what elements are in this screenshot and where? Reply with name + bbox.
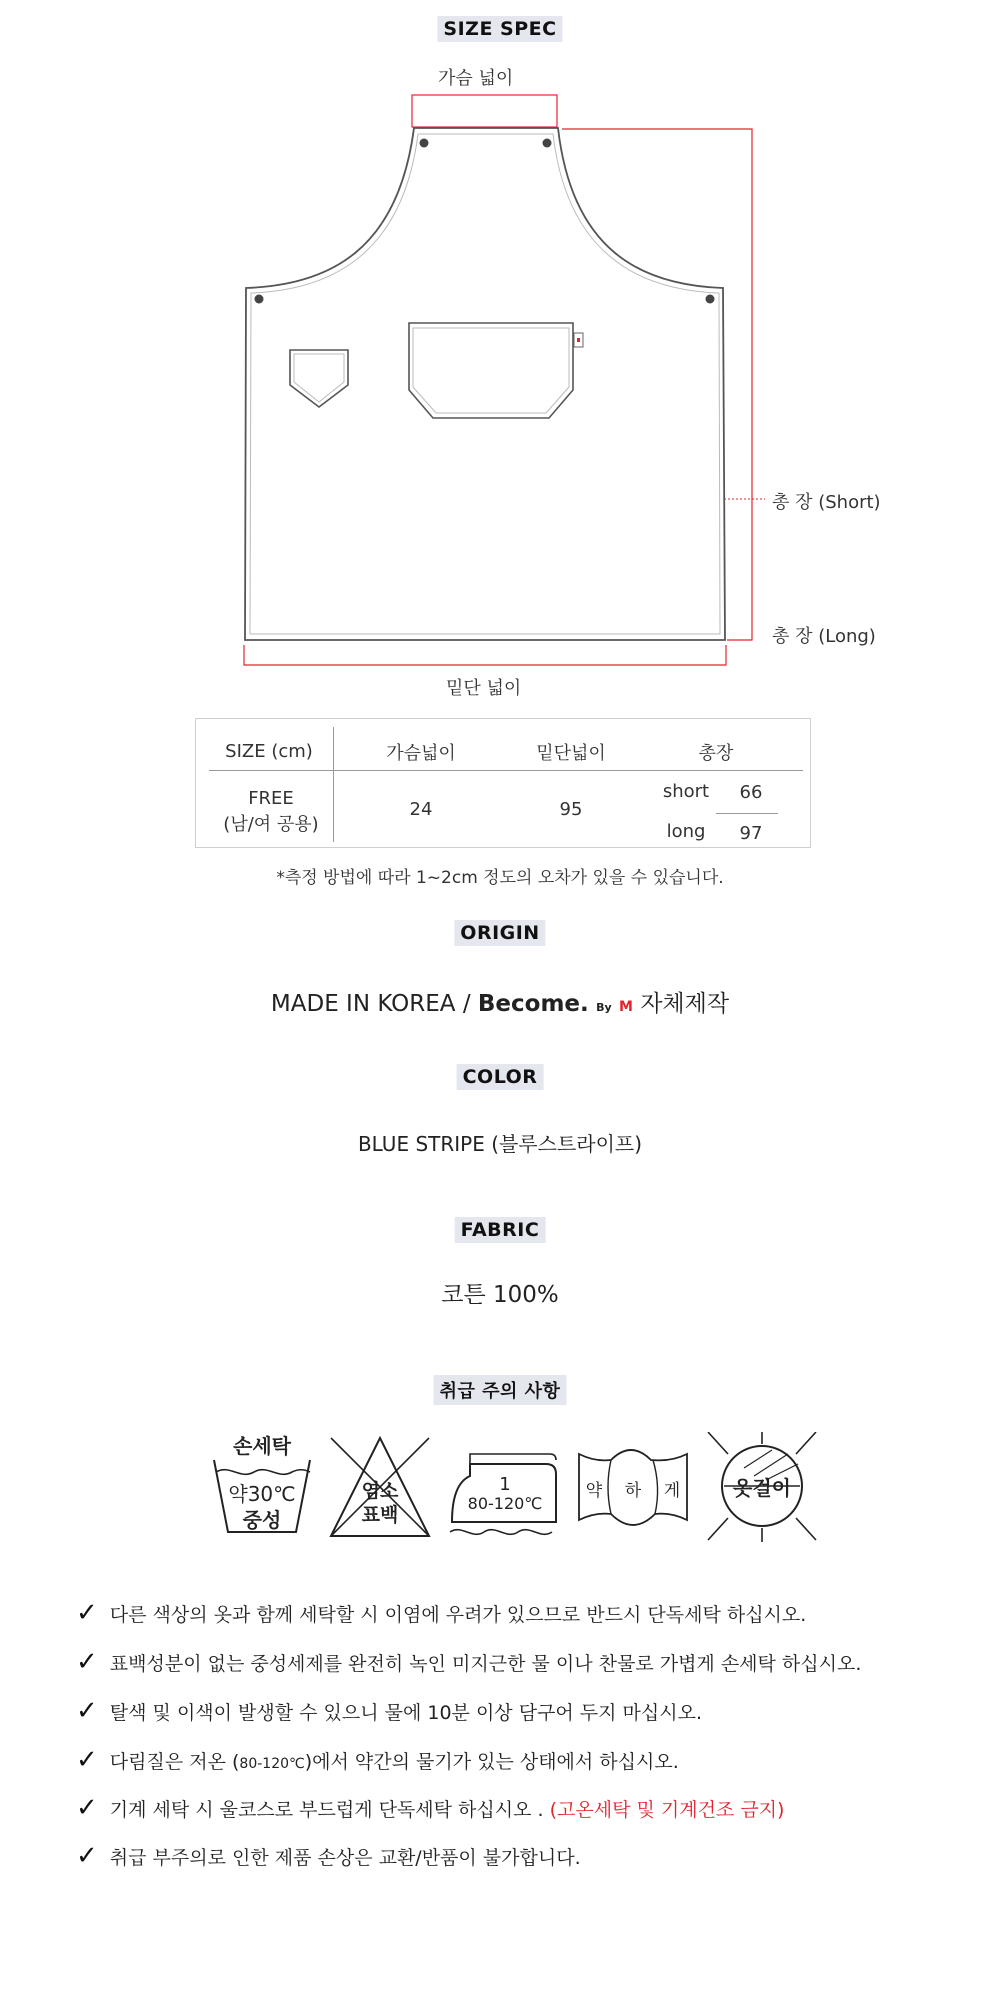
table-header-chest: 가슴넓이	[386, 743, 456, 764]
short-value: 66	[739, 782, 763, 803]
check-icon: ✓	[76, 1793, 98, 1823]
hand-wash-icon	[210, 1432, 314, 1542]
rivet	[706, 295, 715, 304]
apron-diagram	[0, 0, 1000, 700]
size-unisex: (남/여 공용)	[223, 814, 319, 835]
check-icon: ✓	[76, 1841, 98, 1871]
bleach-label-bottom: 표백	[361, 1504, 399, 1526]
length-long-label: 총 장 (Long)	[772, 626, 876, 647]
table-divider	[209, 770, 803, 771]
table-header-size: SIZE (cm)	[225, 741, 313, 762]
care-item	[76, 1696, 702, 1726]
table-divider	[333, 727, 334, 842]
chest-width-label: 가슴 넓이	[438, 68, 514, 89]
check-icon: ✓	[76, 1647, 98, 1677]
ironing-prefix: 다림질은 저온 (	[109, 1750, 240, 1773]
bottom-value: 95	[559, 799, 583, 820]
iron-level: 1	[499, 1474, 511, 1495]
care-item-text	[110, 1795, 785, 1822]
hand-wash-temp: 약30℃	[228, 1482, 296, 1506]
iron-icon	[446, 1432, 564, 1542]
ironing-suffix: )에서 약간의 물기가 있는 상태에서 하십시오.	[304, 1750, 679, 1773]
long-value: 97	[739, 823, 763, 844]
color-heading: COLOR	[457, 1064, 544, 1090]
size-spec-heading: SIZE SPEC	[437, 16, 562, 42]
size-free: FREE	[248, 788, 294, 809]
length-short-label: 총 장 (Short)	[772, 492, 881, 513]
hand-wash-neutral: 중성	[242, 1508, 282, 1532]
color-value: BLUE STRIPE (블루스트라이프)	[357, 1132, 643, 1156]
care-item-text: 탈색 및 이색이 발생할 수 있으니 물에 10분 이상 담구어 두지 마십시오.	[109, 1701, 703, 1724]
care-heading: 취급 주의 사항	[434, 1375, 567, 1405]
hanger-dry-icon	[704, 1432, 820, 1544]
care-item-text	[110, 1747, 679, 1774]
care-item-text: 다른 색상의 옷과 함께 세탁할 시 이염에 우려가 있으므로 반드시 단독세탁 하십시오.	[109, 1603, 807, 1626]
chest-value: 24	[409, 799, 433, 820]
brand-by: By	[596, 1001, 612, 1014]
gentle-char-3: 게	[663, 1481, 681, 1501]
hand-wash-label: 손세탁	[233, 1434, 291, 1458]
bleach-label-top: 염소	[361, 1480, 399, 1502]
table-divider	[716, 813, 778, 814]
large-pocket	[409, 323, 573, 418]
brand-name: Become.	[477, 991, 589, 1017]
care-item	[76, 1793, 784, 1823]
care-item	[76, 1598, 806, 1628]
gentle-wring-icon	[575, 1432, 691, 1542]
origin-heading: ORIGIN	[454, 920, 545, 946]
rivet	[420, 139, 429, 148]
long-label: long	[666, 821, 706, 842]
check-icon: ✓	[76, 1598, 98, 1628]
measurement-note: *측정 방법에 따라 1~2cm 정도의 오차가 있을 수 있습니다.	[276, 868, 724, 888]
bottom-measure-line	[244, 645, 726, 665]
check-icon: ✓	[76, 1696, 98, 1726]
check-icon: ✓	[76, 1745, 98, 1775]
fabric-value: 코튼 100%	[441, 1282, 559, 1308]
short-label: short	[662, 781, 710, 802]
table-header-length: 총장	[698, 743, 734, 764]
origin-suffix: 자체제작	[640, 991, 730, 1017]
gentle-char-1: 약	[585, 1481, 603, 1501]
machine-wash-text: 기계 세탁 시 울코스로 부드럽게 단독세탁 하십시오 .	[109, 1798, 544, 1821]
machine-wash-warning: (고온세탁 및 기계건조 금지)	[549, 1798, 785, 1821]
rivet	[543, 139, 552, 148]
gentle-char-2: 하	[624, 1481, 642, 1501]
care-item-text: 취급 부주의로 인한 제품 손상은 교환/반품이 불가합니다.	[109, 1846, 581, 1869]
size-table	[195, 718, 811, 848]
iron-temp: 80-120℃	[467, 1494, 543, 1513]
care-item	[76, 1841, 581, 1871]
care-item	[76, 1745, 679, 1775]
brand-mark-icon: M	[618, 999, 633, 1015]
table-header-bottom: 밑단넓이	[536, 743, 606, 764]
fabric-heading: FABRIC	[455, 1217, 546, 1243]
origin-prefix: MADE IN KOREA /	[270, 991, 471, 1017]
origin-line	[0, 985, 1000, 1018]
care-item-text: 표백성분이 없는 중성세제를 완전히 녹인 미지근한 물 이나 찬물로 가볍게 손세탁 하십시오.	[109, 1652, 862, 1675]
hanger-label: 옷걸이	[733, 1476, 791, 1500]
ironing-temp: 80-120℃	[239, 1755, 305, 1772]
chest-measure-line	[412, 95, 557, 127]
bottom-width-label: 밑단 넓이	[446, 678, 522, 699]
care-item	[76, 1647, 861, 1677]
no-bleach-icon	[325, 1432, 435, 1542]
rivet	[255, 295, 264, 304]
